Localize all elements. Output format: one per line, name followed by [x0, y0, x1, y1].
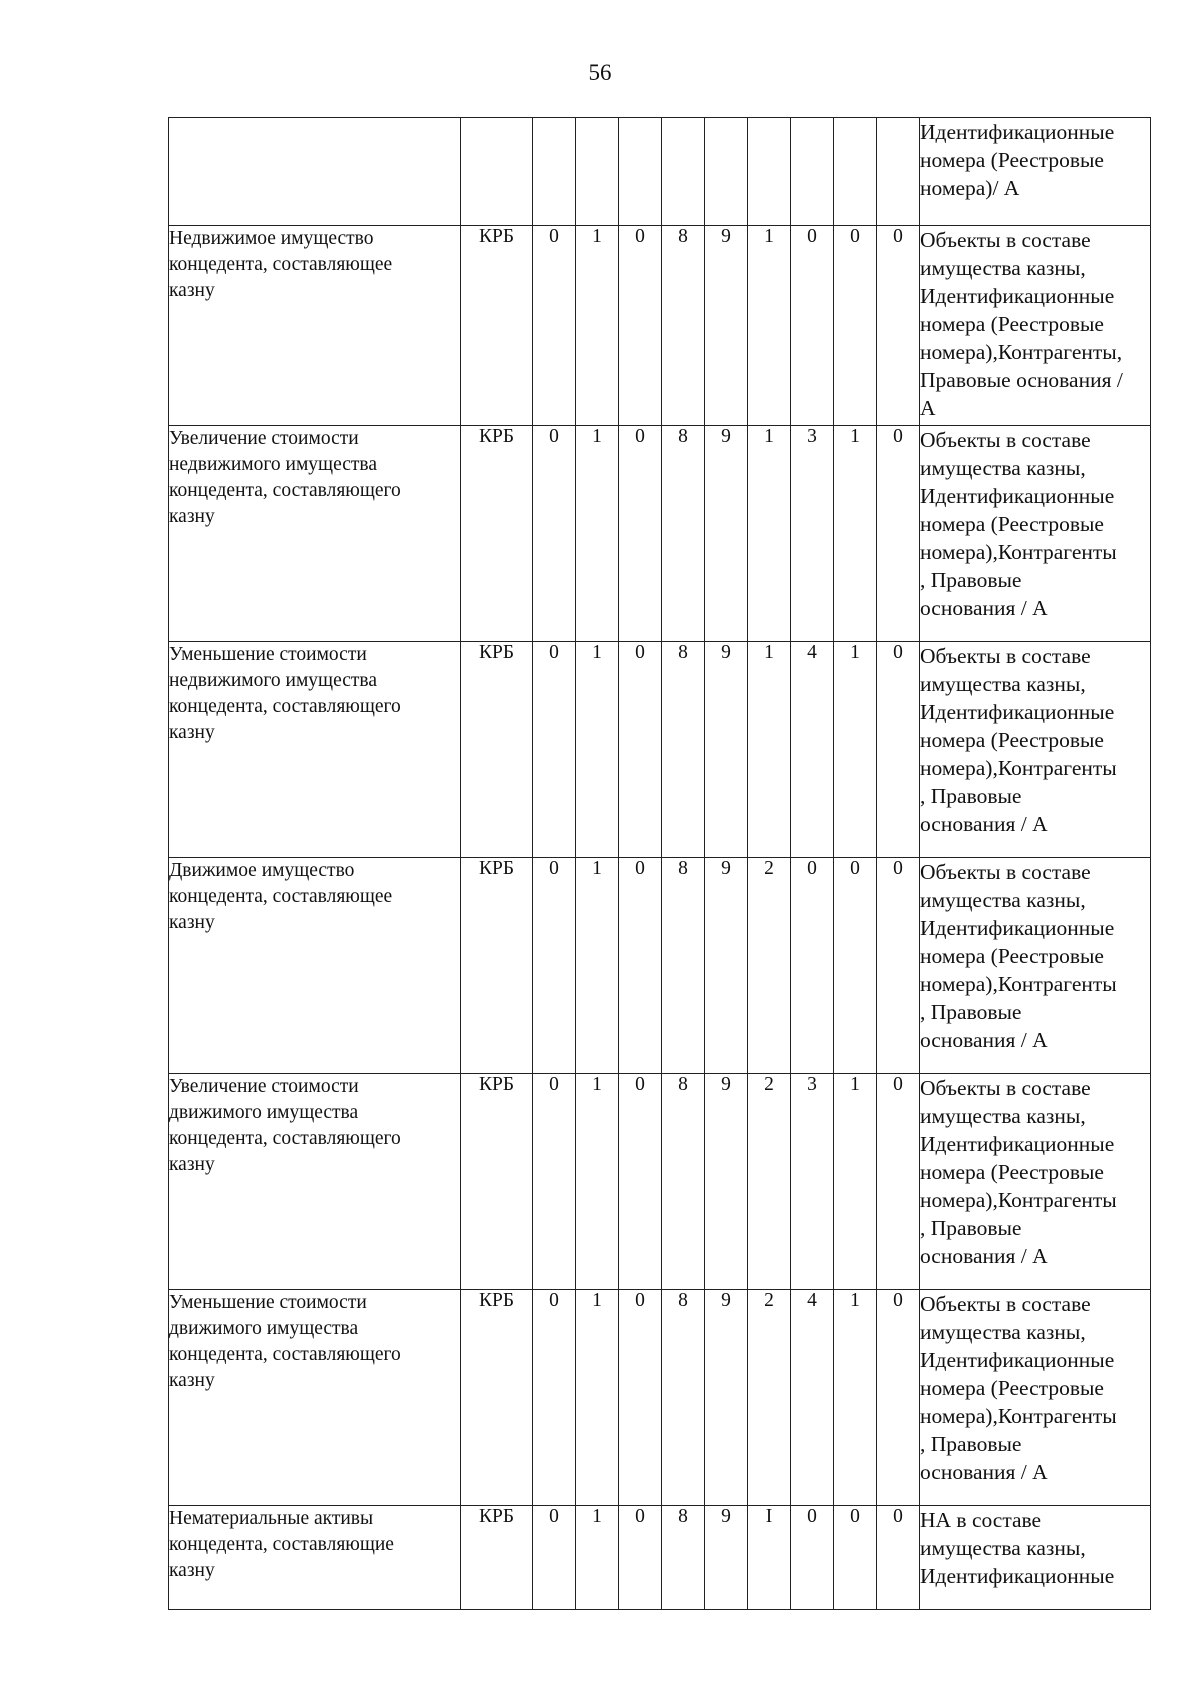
account-name-cell — [169, 226, 461, 426]
account-digit-cell: 2 — [748, 1290, 791, 1506]
analytics-description-line: номера (Реестровые — [920, 1160, 1104, 1184]
account-digit-cell: 9 — [705, 1290, 748, 1506]
account-digit-cell: 1 — [748, 426, 791, 642]
account-digit-cell: 1 — [748, 226, 791, 426]
account-digit-cell: 9 — [705, 426, 748, 642]
account-name-cell — [169, 858, 461, 1074]
account-digit-cell: 1 — [834, 1074, 877, 1290]
account-digit-cell: 1 — [576, 858, 619, 1074]
account-name-line: Увеличение стоимости — [169, 1076, 359, 1097]
analytics-description-line: А — [920, 396, 936, 420]
analytics-description-line: , Правовые — [920, 1432, 1022, 1456]
account-digit-cell: 9 — [705, 226, 748, 426]
account-digit-cell: 0 — [533, 226, 576, 426]
account-name-line: концедента, составляющего — [169, 1344, 401, 1365]
analytics-description-cell — [920, 1074, 1151, 1290]
budget-code-cell: КРБ — [461, 1074, 533, 1290]
account-digit-cell: 2 — [748, 858, 791, 1074]
account-digit-cell: 1 — [834, 642, 877, 858]
table-row — [169, 1074, 1151, 1290]
account-digit-cell — [834, 118, 877, 226]
analytics-description-line: номера (Реестровые — [920, 728, 1104, 752]
account-digit-cell — [576, 118, 619, 226]
analytics-description-line: имущества казны, — [920, 1536, 1086, 1560]
account-name-line: Движимое имущество — [169, 860, 355, 881]
account-name-line: Недвижимое имущество — [169, 228, 374, 249]
account-digit-cell: 0 — [791, 226, 834, 426]
analytics-description-line: , Правовые — [920, 1216, 1022, 1240]
account-name-line: казну — [169, 280, 215, 301]
analytics-description-line: номера (Реестровые — [920, 148, 1104, 172]
account-name-cell — [169, 426, 461, 642]
analytics-description-line: Идентификационные — [920, 120, 1115, 144]
account-digit-cell: 0 — [533, 1506, 576, 1610]
analytics-description-line: номера (Реестровые — [920, 312, 1104, 336]
account-digit-cell: 0 — [834, 1506, 877, 1610]
account-digit-cell: 0 — [533, 426, 576, 642]
account-name-cell — [169, 1074, 461, 1290]
account-name-line: недвижимого имущества — [169, 670, 377, 691]
analytics-description-line: Идентификационные — [920, 484, 1115, 508]
account-name-cell — [169, 642, 461, 858]
account-digit-cell: 0 — [877, 1506, 920, 1610]
account-digit-cell — [748, 118, 791, 226]
analytics-description-line: , Правовые — [920, 568, 1022, 592]
analytics-description-cell — [920, 226, 1151, 426]
account-digit-cell: 0 — [619, 1074, 662, 1290]
budget-code-cell: КРБ — [461, 426, 533, 642]
analytics-description-line: Объекты в составе — [920, 228, 1091, 252]
account-digit-cell: 0 — [619, 226, 662, 426]
analytics-description-line: , Правовые — [920, 1000, 1022, 1024]
account-digit-cell: 8 — [662, 1290, 705, 1506]
analytics-description-line: Идентификационные — [920, 1132, 1115, 1156]
analytics-description-cell — [920, 118, 1151, 226]
account-name-line: казну — [169, 506, 215, 527]
analytics-description-line: имущества казны, — [920, 1320, 1086, 1344]
table-row — [169, 226, 1151, 426]
account-digit-cell: 0 — [619, 858, 662, 1074]
analytics-description-line: имущества казны, — [920, 256, 1086, 280]
account-table — [168, 117, 1151, 1610]
account-digit-cell: 1 — [576, 642, 619, 858]
account-digit-cell: 8 — [662, 226, 705, 426]
analytics-description-cell — [920, 1506, 1151, 1610]
table-row — [169, 1290, 1151, 1506]
account-digit-cell: 9 — [705, 858, 748, 1074]
account-digit-cell: 0 — [619, 1506, 662, 1610]
account-digit-cell: 0 — [533, 1290, 576, 1506]
account-digit-cell: 0 — [791, 858, 834, 1074]
analytics-description-cell — [920, 642, 1151, 858]
budget-code-cell: КРБ — [461, 226, 533, 426]
analytics-description-line: Правовые основания / — [920, 368, 1123, 392]
analytics-description-line: НА в составе — [920, 1508, 1042, 1532]
account-digit-cell: 2 — [748, 1074, 791, 1290]
analytics-description-line: номера (Реестровые — [920, 1376, 1104, 1400]
analytics-description-line: номера),Контрагенты — [920, 1188, 1117, 1212]
account-digit-cell — [662, 118, 705, 226]
account-digit-cell: 3 — [791, 426, 834, 642]
account-digit-cell: 1 — [576, 226, 619, 426]
account-name-line: казну — [169, 912, 215, 933]
account-digit-cell: 4 — [791, 642, 834, 858]
analytics-description-line: Идентификационные — [920, 284, 1115, 308]
page-number: 56 — [588, 60, 612, 85]
account-digit-cell: 0 — [533, 642, 576, 858]
budget-code-cell: КРБ — [461, 642, 533, 858]
analytics-description-line: номера),Контрагенты, — [920, 340, 1123, 364]
account-digit-cell: 8 — [662, 1506, 705, 1610]
account-name-line: недвижимого имущества — [169, 454, 377, 475]
account-digit-cell — [877, 118, 920, 226]
account-digit-cell: 9 — [705, 1506, 748, 1610]
account-name-line: движимого имущества — [169, 1102, 359, 1123]
analytics-description-line: номера),Контрагенты — [920, 1404, 1117, 1428]
table-row — [169, 1506, 1151, 1610]
account-name-line: казну — [169, 722, 215, 743]
account-digit-cell: 0 — [877, 226, 920, 426]
analytics-description-line: Объекты в составе — [920, 860, 1091, 884]
analytics-description-line: имущества казны, — [920, 456, 1086, 480]
analytics-description-line: номера),Контрагенты — [920, 756, 1117, 780]
account-digit-cell: 4 — [791, 1290, 834, 1506]
account-name-line: концедента, составляющие — [169, 1534, 394, 1555]
account-name-cell — [169, 1290, 461, 1506]
budget-code-cell — [461, 118, 533, 226]
account-name-line: концедента, составляющего — [169, 1128, 401, 1149]
analytics-description-line: Идентификационные — [920, 916, 1115, 940]
account-digit-cell — [533, 118, 576, 226]
analytics-description-line: Идентификационные — [920, 1348, 1115, 1372]
analytics-description-line: основания / А — [920, 1028, 1048, 1052]
account-name-line: концедента, составляющее — [169, 886, 393, 907]
account-digit-cell: 0 — [877, 426, 920, 642]
analytics-description-line: имущества казны, — [920, 1104, 1086, 1128]
analytics-description-line: Объекты в составе — [920, 1076, 1091, 1100]
budget-code-cell: КРБ — [461, 858, 533, 1074]
analytics-description-line: Объекты в составе — [920, 644, 1091, 668]
analytics-description-line: основания / А — [920, 1244, 1048, 1268]
budget-code-cell: КРБ — [461, 1506, 533, 1610]
analytics-description-line: основания / А — [920, 812, 1048, 836]
analytics-description-cell — [920, 1290, 1151, 1506]
account-digit-cell: 0 — [834, 858, 877, 1074]
analytics-description-line: имущества казны, — [920, 888, 1086, 912]
account-digit-cell: 1 — [834, 426, 877, 642]
analytics-description-line: имущества казны, — [920, 672, 1086, 696]
table-row — [169, 118, 1151, 226]
table-row — [169, 426, 1151, 642]
account-digit-cell: 0 — [619, 1290, 662, 1506]
account-digit-cell: 0 — [877, 1074, 920, 1290]
analytics-description-cell — [920, 858, 1151, 1074]
analytics-description-line: , Правовые — [920, 784, 1022, 808]
account-digit-cell: 0 — [877, 858, 920, 1074]
account-digit-cell — [791, 118, 834, 226]
analytics-description-line: Объекты в составе — [920, 1292, 1091, 1316]
account-digit-cell: 1 — [576, 1506, 619, 1610]
analytics-description-line: основания / А — [920, 596, 1048, 620]
analytics-description-line: Идентификационные — [920, 700, 1115, 724]
analytics-description-line: номера (Реестровые — [920, 944, 1104, 968]
account-digit-cell: 0 — [877, 1290, 920, 1506]
account-name-line: движимого имущества — [169, 1318, 359, 1339]
account-digit-cell: 1 — [834, 1290, 877, 1506]
table-row — [169, 858, 1151, 1074]
account-digit-cell: 8 — [662, 1074, 705, 1290]
account-digit-cell: 1 — [576, 426, 619, 642]
account-digit-cell: 9 — [705, 1074, 748, 1290]
account-digit-cell: 8 — [662, 858, 705, 1074]
account-digit-cell: 1 — [576, 1290, 619, 1506]
account-digit-cell: 1 — [748, 642, 791, 858]
account-name-line: казну — [169, 1154, 215, 1175]
analytics-description-line: номера (Реестровые — [920, 512, 1104, 536]
account-digit-cell: 0 — [791, 1506, 834, 1610]
analytics-description-line: номера),Контрагенты — [920, 972, 1117, 996]
account-name-line: Увеличение стоимости — [169, 428, 359, 449]
account-digit-cell: 3 — [791, 1074, 834, 1290]
account-digit-cell — [705, 118, 748, 226]
account-digit-cell: 0 — [619, 642, 662, 858]
analytics-description-line: основания / А — [920, 1460, 1048, 1484]
account-digit-cell: 8 — [662, 426, 705, 642]
account-digit-cell: 1 — [576, 1074, 619, 1290]
analytics-description-line: номера),Контрагенты — [920, 540, 1117, 564]
account-name-line: казну — [169, 1370, 215, 1391]
account-digit-cell: 0 — [533, 858, 576, 1074]
budget-code-cell: КРБ — [461, 1290, 533, 1506]
analytics-description-cell — [920, 426, 1151, 642]
account-name-line: концедента, составляющего — [169, 696, 401, 717]
account-digit-cell: 8 — [662, 642, 705, 858]
account-name-line: концедента, составляющего — [169, 480, 401, 501]
account-name-line: Нематериальные активы — [169, 1508, 374, 1529]
account-name-line: Уменьшение стоимости — [169, 644, 367, 665]
analytics-description-line: Идентификационные — [920, 1564, 1115, 1588]
account-digit-cell: 0 — [619, 426, 662, 642]
account-digit-cell: I — [748, 1506, 791, 1610]
account-name-cell — [169, 118, 461, 226]
account-digit-cell: 0 — [877, 642, 920, 858]
account-name-line: казну — [169, 1560, 215, 1581]
account-digit-cell — [619, 118, 662, 226]
account-name-line: концедента, составляющее — [169, 254, 393, 275]
account-name-line: Уменьшение стоимости — [169, 1292, 367, 1313]
analytics-description-line: номера)/ А — [920, 176, 1020, 200]
table-row — [169, 642, 1151, 858]
analytics-description-line: Объекты в составе — [920, 428, 1091, 452]
account-digit-cell: 0 — [834, 226, 877, 426]
account-digit-cell: 9 — [705, 642, 748, 858]
account-name-cell — [169, 1506, 461, 1610]
account-digit-cell: 0 — [533, 1074, 576, 1290]
